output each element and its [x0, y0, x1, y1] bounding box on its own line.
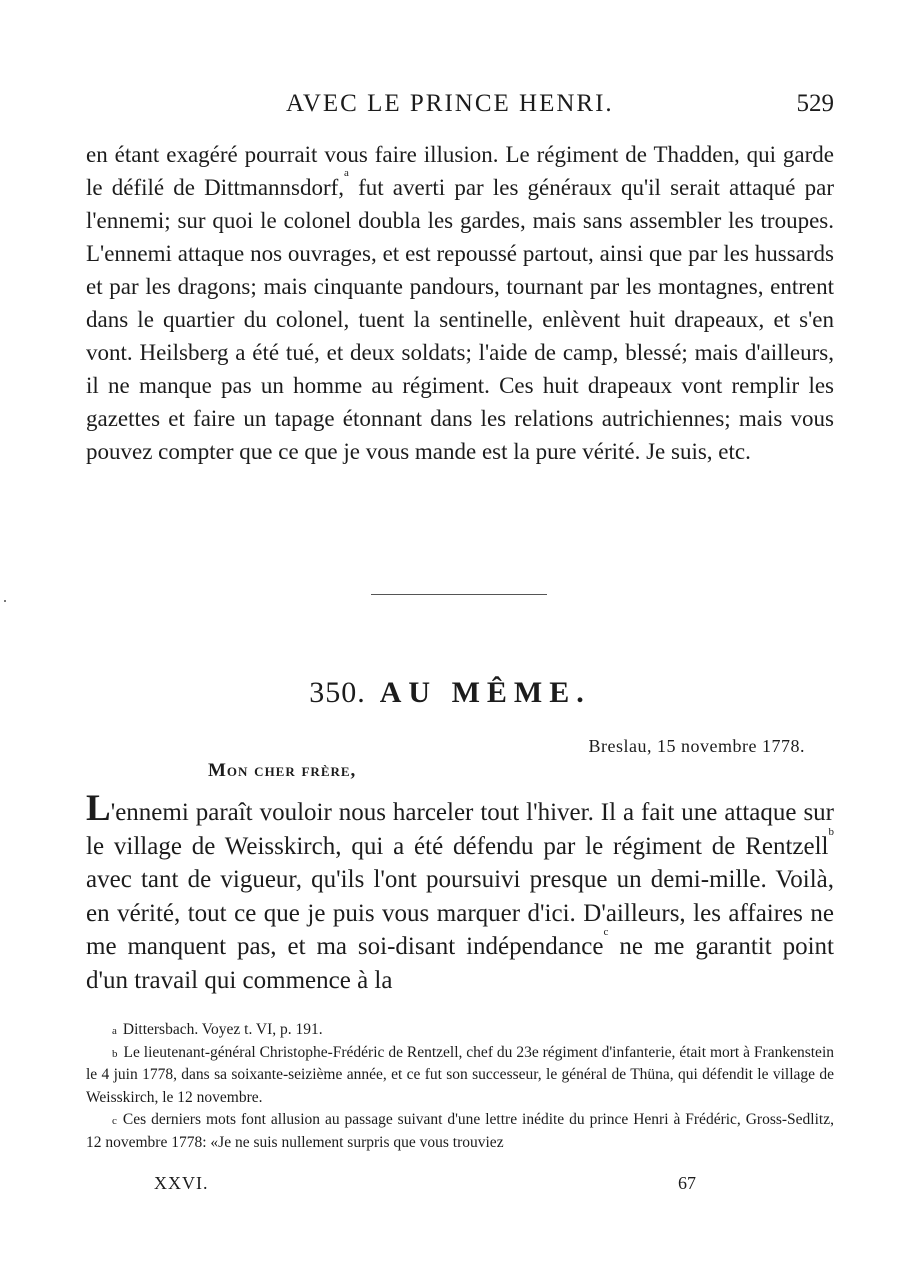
letter-dateline: Breslau, 15 novembre 1778.: [588, 736, 805, 756]
text-run: 'ennemi paraît vouloir nous harceler tout l'hiver. Il a fait une attaque sur le village de Weisskirch, qui a été défendu par le régiment de Rentzell: [86, 799, 834, 860]
preceding-letter-text: [86, 138, 834, 468]
sheet-number: 67: [678, 1173, 696, 1193]
footnote-ref-a: a: [344, 167, 349, 179]
footnote-ref-b: b: [828, 825, 834, 838]
page-number: 529: [796, 90, 834, 117]
letter-number: 350.: [309, 676, 366, 709]
text-run: avec tant de vigueur, qu'ils l'ont poursuivi presque un demi-mille. Voilà, en vérité, tout ce que je puis vous marquer d'ici. D'ailleurs, les affaires ne me manquent pas, et ma soi-disant indépendance: [86, 866, 834, 960]
text-run: fut averti par les généraux qu'il serait attaqué par l'ennemi; sur quoi le colonel doubla les gardes, mais sans assembler les troupes. L'ennemi attaque nos ouvrages, et est repoussé partout, ainsi que par les hussards et par les dragons; mais cinquante pandours, tournant par les montagnes, entrent dans le quartier du colonel, tuent la sentinelle, enlèvent huit drapeaux, et s'en vont. Heilsberg a été tué, et deux soldats; l'aide de camp, blessé; mais d'ailleurs, il ne manque pas un homme au régiment. Ces huit drapeaux vont remplir les gazettes et faire un tapage étonnant dans les relations autrichiennes; mais vous pouvez compter que ce que je vous mande est la pure vérité. Je suis, etc.: [86, 175, 834, 464]
drop-cap: L: [86, 788, 111, 829]
letter-paragraph: [86, 790, 834, 997]
footnote-mark: c: [112, 1115, 117, 1127]
letter-title: AU MÊME.: [379, 676, 591, 709]
running-header: [86, 90, 834, 124]
footnotes: [86, 1019, 834, 1154]
footnote-text: Le lieutenant-général Christophe-Frédéric de Rentzell, chef du 23e régiment d'infanterie, était mort à Frankenstein le 4 juin 1778, dans sa soixante-seizième année, et ce fut son successeur, le général de Thüna, qui défendit le village de Weisskirch, le 12 novembre.: [86, 1043, 834, 1106]
footnote-mark: b: [112, 1047, 118, 1060]
footnote-b: [86, 1042, 834, 1110]
letter-heading: [0, 676, 900, 710]
footnote-text: Ces derniers mots font allusion au passage suivant d'une lettre inédite du prince Henri à Frédéric, Gross-Sedlitz, 12 novembre 1778: «Je ne suis nullement surpris que vous trouviez: [86, 1111, 834, 1151]
volume-signature: XXVI.: [154, 1173, 209, 1193]
letter-body: [86, 790, 834, 997]
footnote-ref-c: c: [603, 926, 609, 938]
text-run: en étant exagéré pourrait vous faire illusion. Le régiment de Thadden, qui garde le défilé de Dittmannsdorf,: [86, 142, 834, 200]
section-divider: [371, 594, 547, 595]
preceding-letter-paragraph: [86, 138, 834, 468]
running-title: AVEC LE PRINCE HENRI.: [286, 90, 614, 117]
footnote-c: [86, 1109, 834, 1154]
footnote-a: [86, 1019, 834, 1042]
letter-salutation: Mon cher frère,: [208, 760, 357, 781]
page-speck: [4, 600, 6, 602]
text-run: ne me garantit point d'un travail qui commence à la: [86, 933, 834, 994]
footnote-mark: a: [112, 1025, 117, 1037]
footnote-text: Dittersbach. Voyez t. VI, p. 191.: [122, 1021, 323, 1038]
